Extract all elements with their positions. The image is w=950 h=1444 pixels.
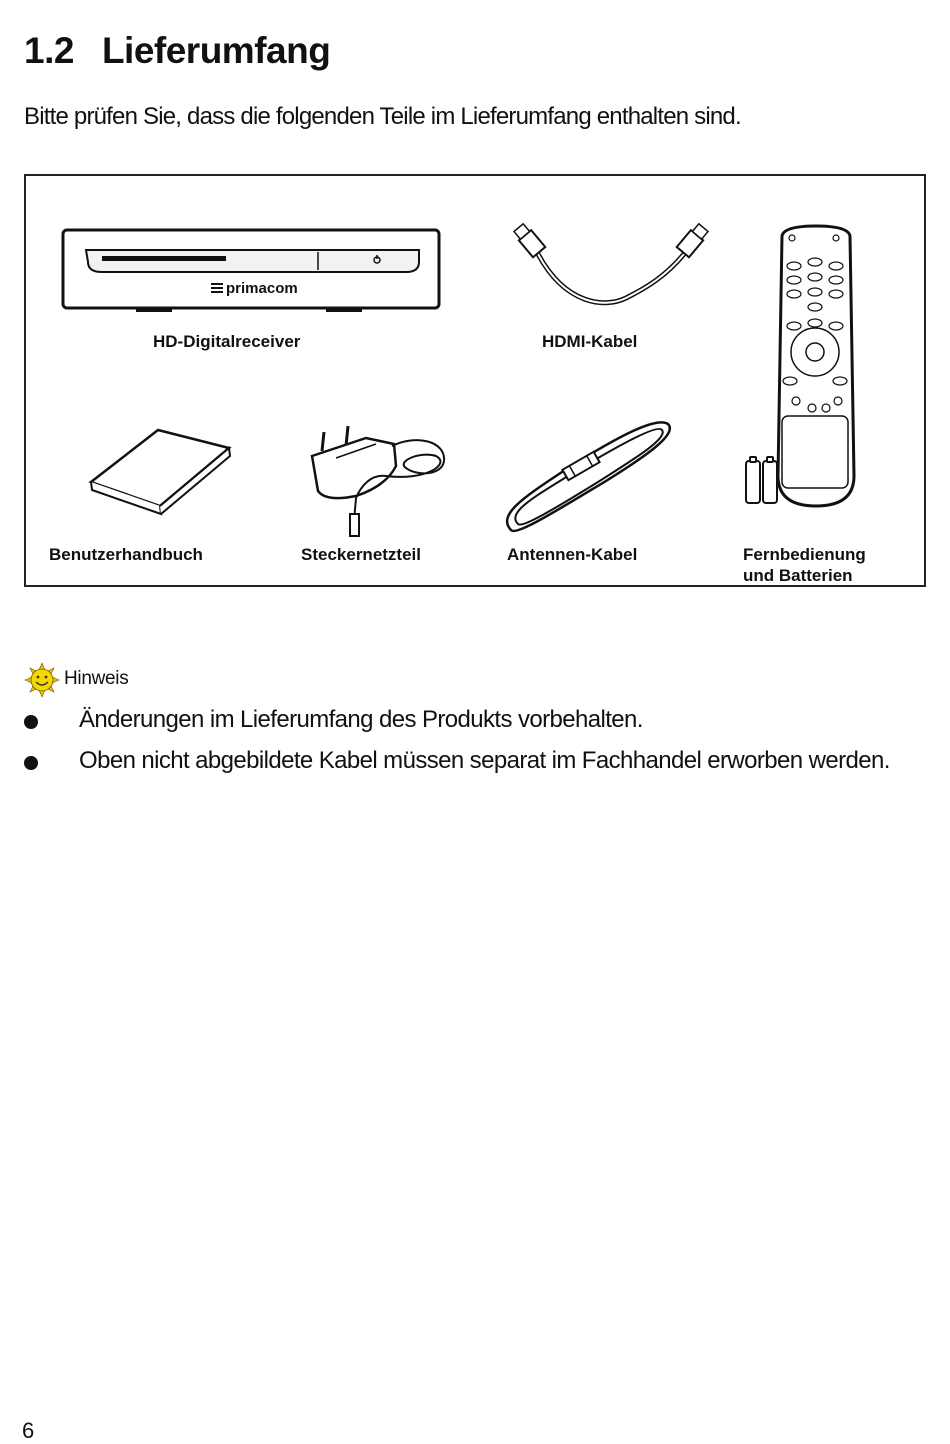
manual-illustration xyxy=(91,430,230,514)
intro-text: Bitte prüfen Sie, dass die folgenden Teile im Lieferumfang enthalten sind. xyxy=(24,103,741,130)
bullet-icon xyxy=(24,715,38,729)
note-text: Oben nicht abgebildete Kabel müssen separat im Fachhandel erworben werden. xyxy=(79,747,890,774)
batteries-illustration xyxy=(746,457,777,503)
receiver-illustration xyxy=(63,230,439,312)
item-label-remote-line1: Fernbedienung xyxy=(743,545,866,564)
hdmi-cable-illustration xyxy=(512,222,709,302)
item-label-power-adapter: Steckernetzteil xyxy=(301,545,421,564)
smiling-sun-icon xyxy=(24,662,60,698)
hint-label: Hinweis xyxy=(64,668,129,689)
bullet-icon xyxy=(24,756,38,770)
item-label-antenna-cable: Antennen-Kabel xyxy=(507,545,638,564)
section-title: Lieferumfang xyxy=(101,30,331,71)
section-heading xyxy=(24,30,330,72)
package-contents-figure xyxy=(24,174,926,587)
item-label-hdmi-cable: HDMI-Kabel xyxy=(542,332,638,351)
item-label-receiver: HD-Digitalreceiver xyxy=(153,332,301,351)
power-adapter-illustration xyxy=(312,426,444,536)
antenna-cable-illustration xyxy=(507,422,670,531)
page-number: 6 xyxy=(22,1418,35,1443)
section-number: 1.2 xyxy=(24,30,74,71)
package-contents-illustration xyxy=(26,176,924,585)
note-text: Änderungen im Lieferumfang des Produkts vorbehalten. xyxy=(79,706,643,733)
brand-logo: primacom xyxy=(226,280,298,297)
item-label-remote xyxy=(743,544,866,586)
item-label-manual: Benutzerhandbuch xyxy=(49,545,203,564)
item-label-remote-line2: und Batterien xyxy=(743,566,853,585)
remote-control-illustration xyxy=(778,226,854,506)
